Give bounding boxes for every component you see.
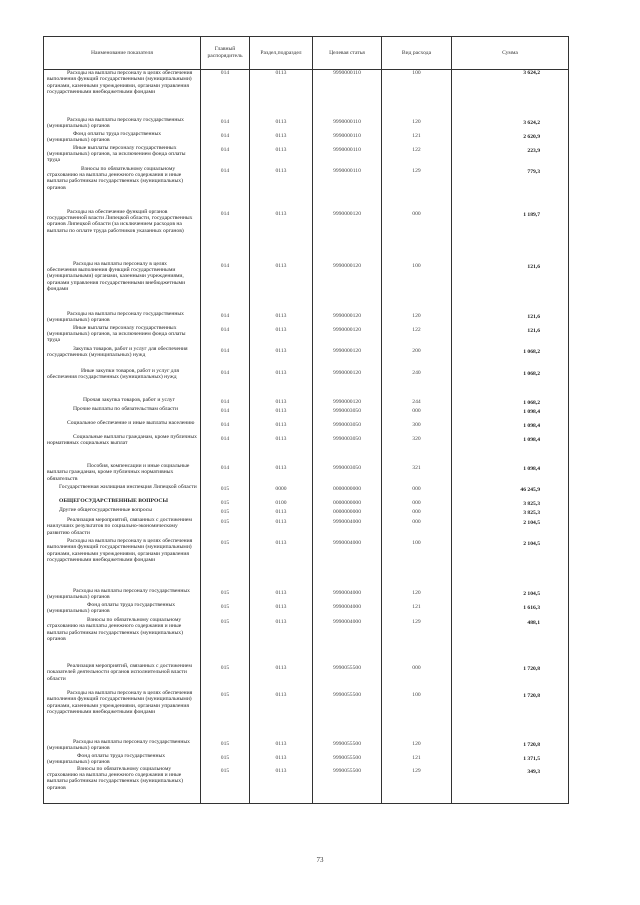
- table-row: [44, 311, 569, 325]
- row-section: 0113: [250, 517, 313, 538]
- table-row: [44, 325, 569, 346]
- table-row: [44, 70, 569, 117]
- row-sum: 1 720,8: [452, 663, 569, 690]
- row-section: 0113: [250, 463, 313, 484]
- row-admin: 014: [201, 434, 250, 463]
- row-admin: 015: [201, 517, 250, 538]
- row-name: Прочая закупка товаров, работ и услуг: [44, 397, 201, 406]
- row-sum: 2 104,5: [452, 538, 569, 588]
- row-expense-type: 120: [382, 117, 452, 131]
- row-admin: 014: [201, 346, 250, 368]
- row-name: Другие общегосударственные вопросы: [44, 507, 201, 516]
- table-row: [44, 766, 569, 804]
- row-sum: 1 371,5: [452, 753, 569, 766]
- row-sum: 3 825,3: [452, 498, 569, 507]
- row-target: 9990003050: [313, 463, 382, 484]
- row-expense-type: 129: [382, 617, 452, 663]
- row-sum: 1 068,2: [452, 346, 569, 368]
- row-section: 0113: [250, 766, 313, 804]
- row-admin: 014: [201, 209, 250, 261]
- row-section: 0113: [250, 507, 313, 516]
- table-row: [44, 739, 569, 753]
- table-row: [44, 166, 569, 209]
- row-expense-type: 000: [382, 498, 452, 507]
- row-target: 9990000120: [313, 325, 382, 346]
- row-name: Реализация мероприятий, связанных с достижением показателей деятельности органов исполнительной власти области: [44, 663, 201, 690]
- row-expense-type: 120: [382, 588, 452, 602]
- row-sum: 3 624,2: [452, 117, 569, 131]
- row-expense-type: 122: [382, 325, 452, 346]
- row-expense-type: 000: [382, 484, 452, 498]
- row-expense-type: 000: [382, 406, 452, 420]
- row-admin: 015: [201, 739, 250, 753]
- row-section: 0000: [250, 484, 313, 498]
- table-row: [44, 131, 569, 145]
- table-body: [44, 70, 569, 804]
- row-sum: 46 245,9: [452, 484, 569, 498]
- row-expense-type: 129: [382, 166, 452, 209]
- row-section: 0113: [250, 397, 313, 406]
- row-admin: 014: [201, 406, 250, 420]
- row-expense-type: 000: [382, 517, 452, 538]
- row-name: Расходы на выплаты персоналу государственных (муниципальных) органов: [44, 311, 201, 325]
- row-target: 9990004000: [313, 602, 382, 617]
- row-name: ОБЩЕГОСУДАРСТВЕННЫЕ ВОПРОСЫ: [44, 498, 201, 507]
- header-sum: Сумма: [452, 37, 569, 70]
- row-expense-type: 000: [382, 663, 452, 690]
- row-name: Расходы на выплаты персоналу в целях обеспечения выполнения функций государственными (муниципальными) органами, казенными учреждениями, органами управления государственными внебюджетными фондами: [44, 690, 201, 739]
- row-admin: 015: [201, 507, 250, 516]
- row-name: Иные закупки товаров, работ и услуг для обеспечения государственных (муниципальных) нужд: [44, 368, 201, 397]
- table-row: [44, 588, 569, 602]
- row-target: 9990000120: [313, 311, 382, 325]
- row-admin: 014: [201, 420, 250, 434]
- row-name: Реализация мероприятий, связанных с достижением наилучших результатов по социально-экономическому развитию области: [44, 517, 201, 538]
- row-expense-type: 122: [382, 145, 452, 166]
- row-sum: 1 720,8: [452, 739, 569, 753]
- row-name: Расходы на выплаты персоналу в целях обеспечения выполнения функций государственными (муниципальными) органами, казенными учреждениями, органами управления государственными внебюджетными фондами: [44, 538, 201, 588]
- row-name: Расходы на обеспечение функций органов государственной власти Липецкой области, государственных органов Липецкой области (за исключением расходов на выплаты по оплате труда работников указанных органов): [44, 209, 201, 261]
- row-admin: 015: [201, 663, 250, 690]
- row-name: Расходы на выплаты персоналу государственных (муниципальных) органов: [44, 739, 201, 753]
- row-expense-type: 121: [382, 753, 452, 766]
- row-admin: 014: [201, 261, 250, 311]
- row-sum: 3 825,3: [452, 507, 569, 516]
- header-name: Наименование показателя: [44, 37, 201, 70]
- row-name: Расходы на выплаты персоналу государственных (муниципальных) органов: [44, 588, 201, 602]
- row-admin: 014: [201, 311, 250, 325]
- row-name: Взносы по обязательному социальному страхованию на выплаты денежного содержания и иные выплаты работникам государственных (муниципальных) органов: [44, 166, 201, 209]
- row-section: 0113: [250, 588, 313, 602]
- row-expense-type: 100: [382, 70, 452, 117]
- table-row: [44, 507, 569, 516]
- row-sum: 1 068,2: [452, 368, 569, 397]
- row-expense-type: 121: [382, 131, 452, 145]
- row-target: 9990004000: [313, 617, 382, 663]
- row-target: 9990000120: [313, 346, 382, 368]
- row-target: 0000000000: [313, 507, 382, 516]
- row-section: 0113: [250, 602, 313, 617]
- table-row: [44, 209, 569, 261]
- table-row: [44, 145, 569, 166]
- row-target: 9990003050: [313, 420, 382, 434]
- row-target: 9990004000: [313, 588, 382, 602]
- row-sum: 1 068,2: [452, 397, 569, 406]
- row-admin: 015: [201, 498, 250, 507]
- table-row: [44, 753, 569, 766]
- row-admin: 014: [201, 325, 250, 346]
- row-expense-type: 100: [382, 538, 452, 588]
- header-admin: Главный распорядитель: [201, 37, 250, 70]
- row-expense-type: 300: [382, 420, 452, 434]
- row-expense-type: 240: [382, 368, 452, 397]
- row-section: 0113: [250, 538, 313, 588]
- row-admin: 014: [201, 131, 250, 145]
- row-name: Взносы по обязательному социальному страхованию на выплаты денежного содержания и иные выплаты работникам государственных (муниципальных) органов: [44, 617, 201, 663]
- row-name: Иные выплаты персоналу государственных (муниципальных) органов, за исключением фонда оплаты труда: [44, 145, 201, 166]
- row-section: 0113: [250, 368, 313, 397]
- row-target: 9990004000: [313, 517, 382, 538]
- row-target: 9990000110: [313, 145, 382, 166]
- row-expense-type: 244: [382, 397, 452, 406]
- row-sum: 779,3: [452, 166, 569, 209]
- row-sum: 1 189,7: [452, 209, 569, 261]
- row-sum: 2 104,5: [452, 588, 569, 602]
- table-row: [44, 346, 569, 368]
- row-section: 0113: [250, 311, 313, 325]
- row-section: 0113: [250, 70, 313, 117]
- row-target: 9990000110: [313, 131, 382, 145]
- row-target: 0000000000: [313, 498, 382, 507]
- row-admin: 015: [201, 753, 250, 766]
- row-section: 0113: [250, 166, 313, 209]
- row-expense-type: 100: [382, 690, 452, 739]
- table-row: [44, 617, 569, 663]
- table-header-row: [44, 37, 569, 70]
- table-row: [44, 484, 569, 498]
- row-section: 0113: [250, 346, 313, 368]
- row-expense-type: 200: [382, 346, 452, 368]
- row-name: Расходы на выплаты персоналу в целях обеспечения выполнения функций государственными (муниципальными) органами, казенными учреждениями, органами управления государственными внебюджетными фондами: [44, 261, 201, 311]
- row-section: 0113: [250, 617, 313, 663]
- row-section: 0113: [250, 209, 313, 261]
- row-target: 9990003050: [313, 406, 382, 420]
- row-section: 0113: [250, 325, 313, 346]
- table-row: [44, 420, 569, 434]
- row-sum: 349,3: [452, 766, 569, 804]
- table-row: [44, 368, 569, 397]
- row-sum: 2 620,9: [452, 131, 569, 145]
- row-expense-type: 321: [382, 463, 452, 484]
- row-target: 9990003050: [313, 434, 382, 463]
- row-admin: 014: [201, 463, 250, 484]
- row-sum: 1 098,4: [452, 434, 569, 463]
- row-section: 0113: [250, 753, 313, 766]
- row-expense-type: 000: [382, 209, 452, 261]
- row-admin: 015: [201, 690, 250, 739]
- row-section: 0113: [250, 117, 313, 131]
- header-target: Целевая статья: [313, 37, 382, 70]
- row-target: 9990055500: [313, 663, 382, 690]
- budget-table: [43, 36, 569, 804]
- row-name: Социальное обеспечение и иные выплаты населению: [44, 420, 201, 434]
- row-expense-type: 121: [382, 602, 452, 617]
- row-admin: 015: [201, 766, 250, 804]
- table-row: [44, 690, 569, 739]
- row-name: Социальные выплаты гражданам, кроме публичных нормативных социальных выплат: [44, 434, 201, 463]
- row-target: 9990055500: [313, 753, 382, 766]
- row-section: 0113: [250, 663, 313, 690]
- row-sum: 1 098,4: [452, 463, 569, 484]
- table-row: [44, 434, 569, 463]
- row-section: 0113: [250, 131, 313, 145]
- row-admin: 015: [201, 588, 250, 602]
- row-admin: 014: [201, 166, 250, 209]
- row-section: 0113: [250, 406, 313, 420]
- row-section: 0100: [250, 498, 313, 507]
- table-row: [44, 463, 569, 484]
- table-row: [44, 397, 569, 406]
- row-target: 9990000120: [313, 209, 382, 261]
- row-sum: 488,1: [452, 617, 569, 663]
- row-name: Фонд оплаты труда государственных (муниципальных) органов: [44, 602, 201, 617]
- row-sum: 2 104,5: [452, 517, 569, 538]
- row-admin: 014: [201, 117, 250, 131]
- row-sum: 1 720,8: [452, 690, 569, 739]
- table-row: [44, 498, 569, 507]
- row-sum: 1 616,3: [452, 602, 569, 617]
- row-name: Пособия, компенсации и иные социальные выплаты гражданам, кроме публичных нормативных обязательств: [44, 463, 201, 484]
- table-row: [44, 261, 569, 311]
- row-sum: 121,6: [452, 311, 569, 325]
- table-row: [44, 602, 569, 617]
- row-section: 0113: [250, 690, 313, 739]
- row-admin: 014: [201, 70, 250, 117]
- row-name: Расходы на выплаты персоналу в целях обеспечения выполнения функций государственными (муниципальными) органами, казенными учреждениями, органами управления государственными внебюджетными фондами: [44, 70, 201, 117]
- row-admin: 014: [201, 145, 250, 166]
- row-expense-type: 000: [382, 507, 452, 516]
- row-target: 9990055500: [313, 739, 382, 753]
- row-admin: 015: [201, 484, 250, 498]
- table-row: [44, 538, 569, 588]
- row-expense-type: 129: [382, 766, 452, 804]
- row-admin: 014: [201, 368, 250, 397]
- row-target: 0000000000: [313, 484, 382, 498]
- row-name: Иные выплаты персоналу государственных (муниципальных) органов, за исключением фонда оплаты труда: [44, 325, 201, 346]
- page-number: 73: [316, 856, 324, 864]
- row-section: 0113: [250, 420, 313, 434]
- row-target: 9990055500: [313, 766, 382, 804]
- row-name: Фонд оплаты труда государственных (муниципальных) органов: [44, 753, 201, 766]
- row-expense-type: 120: [382, 739, 452, 753]
- table-row: [44, 406, 569, 420]
- row-target: 9990004000: [313, 538, 382, 588]
- row-name: Прочие выплаты по обязательствам области: [44, 406, 201, 420]
- row-target: 9990000120: [313, 261, 382, 311]
- row-expense-type: 100: [382, 261, 452, 311]
- row-name: Фонд оплаты труда государственных (муниципальных) органов: [44, 131, 201, 145]
- row-expense-type: 320: [382, 434, 452, 463]
- row-section: 0113: [250, 261, 313, 311]
- row-section: 0113: [250, 145, 313, 166]
- row-admin: 014: [201, 397, 250, 406]
- row-sum: 121,6: [452, 261, 569, 311]
- row-name: Государственная жилищная инспекция Липецкой области: [44, 484, 201, 498]
- row-name: Расходы на выплаты персоналу государственных (муниципальных) органов: [44, 117, 201, 131]
- header-expense-type: Вид расхода: [382, 37, 452, 70]
- row-target: 9990000110: [313, 70, 382, 117]
- row-section: 0113: [250, 739, 313, 753]
- row-expense-type: 120: [382, 311, 452, 325]
- row-section: 0113: [250, 434, 313, 463]
- row-sum: 1 098,4: [452, 406, 569, 420]
- row-sum: 3 624,2: [452, 70, 569, 117]
- row-target: 9990055500: [313, 690, 382, 739]
- row-admin: 015: [201, 602, 250, 617]
- row-sum: 1 098,4: [452, 420, 569, 434]
- row-sum: 121,6: [452, 325, 569, 346]
- row-admin: 015: [201, 538, 250, 588]
- row-name: Взносы по обязательному социальному страхованию на выплаты денежного содержания и иные выплаты работникам государственных (муниципальных) органов: [44, 766, 201, 804]
- row-target: 9990000120: [313, 397, 382, 406]
- table-row: [44, 517, 569, 538]
- row-target: 9990000120: [313, 368, 382, 397]
- header-section: Раздел,подраздел: [250, 37, 313, 70]
- row-target: 9990000110: [313, 117, 382, 131]
- table-row: [44, 117, 569, 131]
- row-sum: 223,9: [452, 145, 569, 166]
- row-target: 9990000110: [313, 166, 382, 209]
- row-admin: 015: [201, 617, 250, 663]
- row-name: Закупка товаров, работ и услуг для обеспечения государственных (муниципальных) нужд: [44, 346, 201, 368]
- table-row: [44, 663, 569, 690]
